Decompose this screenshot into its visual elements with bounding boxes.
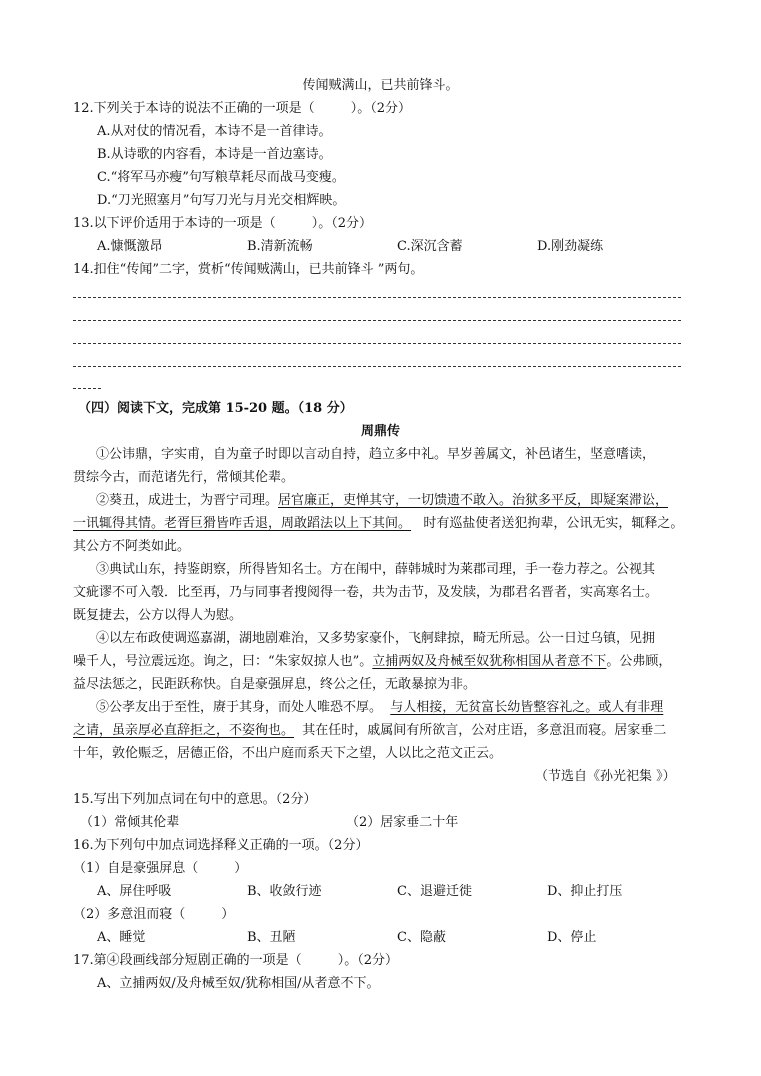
- q13-option-b: B.清新流畅: [247, 239, 313, 254]
- passage-p4-line2: [73, 654, 671, 670]
- q13-option-d: D.刚劲凝练: [537, 239, 604, 254]
- q15-item-1: （1）常倾其伦辈: [80, 815, 180, 830]
- p5-underlined-text-2: 之请，虽亲厚必直辞拒之，不姿徇也。: [73, 723, 295, 738]
- q16-sub2: [73, 907, 234, 923]
- passage-p3-line1: ③典试山东，持鉴朗察，所得皆知名士。方在闱中，薛韩城时为莱郡司理，手一卷力荐之。公视其: [96, 562, 656, 577]
- q14-answer-line-3[interactable]: [73, 343, 681, 344]
- q17-stem: [73, 953, 398, 969]
- p5-plain-text-2: 其在任时，戚属间有所欲言，公对庄语，多意沮而寝。居家垂二: [302, 723, 667, 738]
- q13-stem: [73, 216, 372, 232]
- p4-plain-text: 噪千人，号泣震远迩。询之，曰：“朱家奴掠人也”。: [73, 654, 373, 669]
- q16-sub2-option-b: B、丑陋: [247, 930, 296, 945]
- passage-p2-line3: 其公方不阿类如此。: [73, 539, 191, 554]
- q12-option-b: B.从诗歌的内容看，本诗是一首边塞诗。: [97, 147, 332, 162]
- q17-option-a: A、立捕两奴/及舟械至奴/犹称相国/从者意不下。: [97, 976, 380, 991]
- q14-answer-line-2[interactable]: [73, 320, 681, 321]
- q16-sub1-option-b: B、收敛行迹: [247, 884, 322, 899]
- q16-sub2-options: [97, 930, 596, 946]
- q14-answer-line-5[interactable]: [73, 388, 101, 389]
- passage-title: 周鼎传: [360, 424, 400, 439]
- q12-stem: [73, 101, 411, 117]
- p2-plain-text-2: 时有巡盐使者送犯拘辈，公讯无实，辄释之。: [423, 516, 684, 531]
- p2-underlined-text-1: 居官廉正，吏惮其守，一切馈遗不敢入。治狱多平反，即疑案滞讼，: [278, 493, 669, 508]
- q16-sub2-option-c: C、隐蔽: [397, 930, 446, 945]
- p2-underlined-text-2: 一讯辄得其情。老胥巨猾皆咋舌退，周敢蹈法以上下其间。: [73, 516, 412, 531]
- poem-last-line: 传闻贼满山，已共前锋斗。: [302, 78, 459, 93]
- q16-sub1-text: （1）自是豪强屏息（: [73, 861, 199, 876]
- q16-sub2-option-a: A、睡觉: [97, 930, 146, 945]
- p4-underlined-text: 立捕两奴及舟械至奴犹称相国从者意不下: [372, 654, 607, 669]
- p4-plain-text-end: 。公弗顾，: [606, 654, 672, 669]
- q14-answer-line-4[interactable]: [73, 366, 681, 367]
- q13-options: [97, 239, 603, 255]
- q12-stem-end: ）。（2分）: [350, 101, 411, 116]
- passage-p4-line1: ④以左布政使调巡嘉湖，湖地剧难治，又多势家豪仆，飞舸肆掠，畸无所忌。公一日过乌镇，见拥: [96, 631, 656, 646]
- q17-stem-text: 17.第④段画线部分短剧正确的一项是（: [73, 953, 302, 968]
- q12-option-d: D.“刀光照塞月”句写刀光与月光交相辉映。: [97, 193, 346, 208]
- q16-sub2-text: （2）多意沮而寝（: [73, 907, 186, 922]
- q12-stem-text: 12.下列关于本诗的说法不正确的一项是（: [73, 101, 315, 116]
- passage-p3-line3: 既复捷去，公方以得人为慰。: [73, 608, 243, 623]
- q15-items: [80, 815, 458, 831]
- q14-stem: 14.扣住“传闻”二字，赏析“传闻贼满山，已共前锋斗 ”两句。: [73, 262, 424, 277]
- q13-stem-end: ）。（2分）: [311, 216, 372, 231]
- passage-p1-line2: 贯综今古，而范诸先行，常倾其伦辈。: [73, 470, 295, 485]
- passage-p3-line2: 文疵谬不可入彀．比至再，乃与同事者搜阅得一卷，共为击节，及发牍，为郡君名晋者，实高寒名士。: [73, 585, 659, 600]
- q12-option-c: C.“将军马亦瘦”句写粮草耗尽而战马变瘦。: [97, 170, 345, 185]
- q16-stem: 16.为下列句中加点词选择释义正确的一项。（2分）: [73, 838, 369, 853]
- p5-plain-text: ⑤公孝友出于至性，赓于其身，而处人唯恐不厚。: [96, 700, 383, 715]
- q12-option-a: A.从对仗的情况看，本诗不是一首律诗。: [97, 124, 332, 139]
- passage-p5-line3: 十年，敦伦赈乏，居德正俗，不出户庭而系天下之望，人以比之范文正云。: [73, 746, 503, 761]
- p5-underlined-text-1: 与人相接，无贫富长幼皆整容礼之。或人有非理: [390, 700, 664, 715]
- q14-answer-line-1[interactable]: [73, 297, 681, 298]
- q16-sub1-options: [97, 884, 622, 900]
- passage-p4-line3: 益尽法惩之，民距跃称快。自是豪强屏息，终公之任，无敢暴掠为非。: [73, 677, 477, 692]
- passage-source: （节选自《孙光祀集 》）: [535, 769, 676, 784]
- q13-stem-text: 13.以下评价适用于本诗的一项是（: [73, 216, 276, 231]
- passage-p1-line1: ①公讳鼎，字实甫，自为童子时即以言动自持，趋立多中礼。早岁善属文，补邑诸生，坚意嗜读，: [96, 447, 656, 462]
- q17-stem-end: ）。（2分）: [337, 953, 398, 968]
- passage-p5-line1: [96, 700, 663, 716]
- q13-option-c: C.深沉含蓄: [397, 239, 463, 254]
- q16-sub2-option-d: D、停止: [547, 930, 597, 945]
- section-4-heading: （四）阅读下文，完成第 15-20 题。（18 分）: [78, 401, 353, 416]
- q15-stem: 15.写出下列加点词在句中的意思。（2分）: [73, 792, 317, 807]
- q16-sub1: [73, 861, 247, 877]
- passage-p2-line1: [96, 493, 668, 509]
- q16-sub1-option-c: C、退避迁徙: [397, 884, 472, 899]
- passage-p2-line2: [73, 516, 683, 532]
- passage-p5-line2: [73, 723, 666, 739]
- q16-sub1-end: ）: [234, 861, 248, 876]
- q13-option-a: A.慷慨激昂: [97, 239, 163, 254]
- p2-plain-text: ②葵丑，成进士，为晋宁司理。: [96, 493, 279, 508]
- q16-sub2-end: ）: [221, 907, 235, 922]
- q16-sub1-option-a: A、屏住呼吸: [97, 884, 172, 899]
- q16-sub1-option-d: D、抑止打压: [547, 884, 623, 899]
- q15-item-2: （2）居家垂二十年: [346, 815, 459, 830]
